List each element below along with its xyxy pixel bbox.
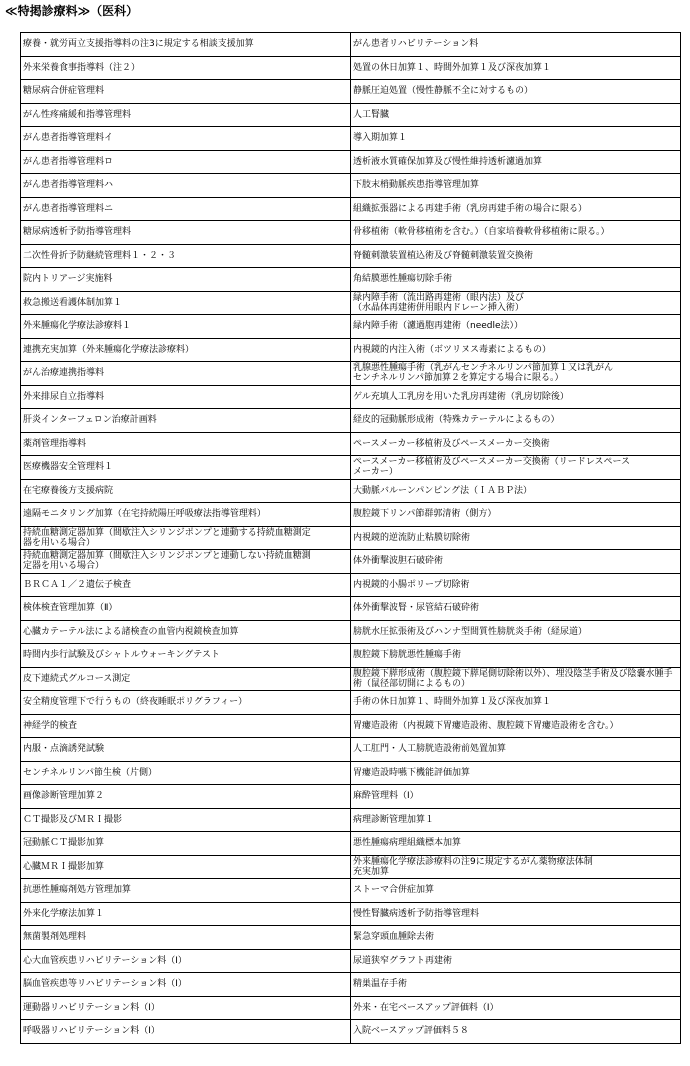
table-cell-left — [21, 526, 351, 550]
table-cell-right — [351, 315, 681, 339]
cell-text: 外来排尿自立指導料 — [23, 391, 105, 402]
cell-text: 在宅療養後方支援病院 — [23, 485, 114, 496]
cell-text: 療養・就労両立支援指導料の注3に規定する相談支援加算 — [23, 39, 254, 50]
cell-text: 腹腔鏡下リンパ節群郭清術（側方） — [353, 509, 497, 520]
cell-text: 時間内歩行試験及びシャトルウォーキングテスト — [23, 650, 220, 661]
cell-text: 悪性腫瘍病理組織標本加算 — [353, 838, 462, 849]
cell-text: 外来化学療法加算１ — [23, 908, 105, 919]
cell-text: 運動器リハビリテーション料（Ⅰ） — [23, 1002, 160, 1013]
page-title: ≪特掲診療料≫（医科） — [5, 4, 139, 18]
cell-text: 内服・点滴誘発試験 — [23, 744, 105, 755]
cell-text: 薬剤管理指導料 — [23, 438, 87, 449]
table-body — [21, 33, 681, 1044]
table-cell-left — [21, 338, 351, 362]
table-cell-right — [351, 949, 681, 973]
table-row — [21, 949, 681, 973]
cell-text: 画像診断管理加算２ — [23, 791, 105, 802]
table-cell-right — [351, 761, 681, 785]
table-row — [21, 409, 681, 433]
table-cell-left — [21, 432, 351, 456]
table-row — [21, 855, 681, 879]
table-cell-right — [351, 808, 681, 832]
table-cell-right — [351, 150, 681, 174]
table-cell-left — [21, 127, 351, 151]
cell-text: がん患者指導管理料ハ — [23, 180, 114, 191]
table-row — [21, 315, 681, 339]
table-row — [21, 456, 681, 480]
cell-text: 経皮的冠動脈形成術（特殊カテーテルによるもの） — [353, 415, 560, 426]
cell-text: 静脈圧迫処置（慢性静脈不全に対するもの） — [353, 86, 534, 97]
table-cell-right — [351, 56, 681, 80]
cell-text: ゲル充填人工乳房を用いた乳房再建術（乳房切除後） — [353, 391, 569, 402]
table-row — [21, 573, 681, 597]
table-cell-right — [351, 221, 681, 245]
cell-text: ストーマ合併症加算 — [353, 885, 435, 896]
cell-text: 組織拡張器による再建手術（乳房再建手術の場合に限る） — [353, 203, 588, 214]
table-cell-left — [21, 879, 351, 903]
cell-text: 院内トリアージ実施料 — [23, 274, 113, 285]
cell-text: 体外衝撃波胆石破砕術 — [353, 556, 444, 567]
table-cell-left — [21, 221, 351, 245]
table-row — [21, 1020, 681, 1044]
table-cell-right — [351, 80, 681, 104]
table-cell-left — [21, 902, 351, 926]
table-row — [21, 738, 681, 762]
table-cell-right — [351, 550, 681, 574]
table-cell-left — [21, 80, 351, 104]
table-cell-left — [21, 973, 351, 997]
cell-text: 連携充実加算（外来腫瘍化学療法診療料） — [23, 344, 195, 355]
cell-text: 膀胱水圧拡張術及びハンナ型間質性膀胱炎手術（経尿道） — [353, 626, 588, 637]
cell-text: 病理診断管理加算１ — [353, 814, 435, 825]
table-cell-left — [21, 385, 351, 409]
cell-text: 心大血管疾患リハビリテーション料（Ⅰ） — [23, 955, 187, 966]
cell-text: 緑内障手術（濾過胞再建術（needle法）） — [353, 321, 524, 332]
cell-text: 尿道狭窄グラフト再建術 — [353, 955, 453, 966]
table-cell-left — [21, 832, 351, 856]
cell-text: 持続血糖測定器加算（間歇注入シリンジポンプと連動しない持続血糖測 定器を用いる場合） — [23, 551, 311, 572]
table-cell-left — [21, 714, 351, 738]
cell-text: 精巣温存手術 — [353, 979, 408, 990]
table-cell-left — [21, 268, 351, 292]
table-row — [21, 973, 681, 997]
table-cell-right — [351, 996, 681, 1020]
table-row — [21, 691, 681, 715]
table-cell-right — [351, 127, 681, 151]
table-row — [21, 56, 681, 80]
cell-text: 持続血糖測定器加算（間歇注入シリンジポンプと連動する持続血糖測定 器を用いる場合） — [23, 527, 311, 548]
cell-text: 下肢末梢動脈疾患指導管理加算 — [353, 180, 480, 191]
table-cell-left — [21, 949, 351, 973]
table-cell-left — [21, 785, 351, 809]
cell-text: がん性疼痛緩和指導管理料 — [23, 109, 132, 120]
cell-text: 抗悪性腫瘍剤処方管理加算 — [23, 885, 132, 896]
cell-text: 冠動脈ＣＴ撮影加算 — [23, 838, 105, 849]
table-row — [21, 338, 681, 362]
table-row — [21, 33, 681, 57]
cell-text: がん患者指導管理料ロ — [23, 156, 114, 167]
table-cell-left — [21, 244, 351, 268]
table-row — [21, 808, 681, 832]
table-row — [21, 996, 681, 1020]
cell-text: 救急搬送看護体制加算１ — [23, 297, 123, 308]
cell-text: 医療機器安全管理料１ — [23, 462, 114, 473]
table-cell-left — [21, 56, 351, 80]
table-cell-right — [351, 926, 681, 950]
table-cell-right — [351, 855, 681, 879]
cell-text: 遠隔モニタリング加算（在宅持続陽圧呼吸療法指導管理料） — [23, 509, 266, 520]
table-cell-left — [21, 103, 351, 127]
table-row — [21, 174, 681, 198]
table-cell-right — [351, 385, 681, 409]
table-row — [21, 926, 681, 950]
cell-text: 呼吸器リハビリテーション料（Ⅰ） — [23, 1026, 160, 1037]
table-row — [21, 879, 681, 903]
table-cell-right — [351, 714, 681, 738]
cell-text: 入院ベースアップ評価料５８ — [353, 1026, 469, 1037]
cell-text: 内視鏡的内注入術（ボツリヌス毒素によるもの） — [353, 344, 552, 355]
cell-text: 緊急穿頭血腫除去術 — [353, 932, 435, 943]
table-cell-left — [21, 550, 351, 574]
table-cell-left — [21, 644, 351, 668]
table-row — [21, 197, 681, 221]
table-cell-left — [21, 456, 351, 480]
table-cell-right — [351, 738, 681, 762]
table-cell-right — [351, 644, 681, 668]
table-cell-left — [21, 174, 351, 198]
table-cell-left — [21, 667, 351, 691]
table-cell-right — [351, 973, 681, 997]
cell-text: 腹腔鏡下膵形成術（腹腔鏡下膵尾側切除術以外）、埋没陰茎手術及び陰嚢水腫手 術（鼠径部切開によるもの） — [353, 668, 673, 689]
table-cell-right — [351, 432, 681, 456]
cell-text: 神経学的検査 — [23, 720, 78, 731]
table-cell-right — [351, 291, 681, 315]
cell-text: 脳血管疾患等リハビリテーション料（Ⅰ） — [23, 979, 187, 990]
table-cell-right — [351, 597, 681, 621]
cell-text: 体外衝撃波腎・尿管結石破砕術 — [353, 603, 480, 614]
table-cell-right — [351, 526, 681, 550]
table-row — [21, 80, 681, 104]
cell-text: 角結膜悪性腫瘍切除手術 — [353, 274, 453, 285]
table-cell-left — [21, 926, 351, 950]
cell-text: 内視鏡的小腸ポリープ切除術 — [353, 579, 470, 590]
table-cell-right — [351, 103, 681, 127]
table-cell-right — [351, 573, 681, 597]
table-row — [21, 761, 681, 785]
cell-text: 腹腔鏡下膀胱悪性腫瘍手術 — [353, 650, 462, 661]
table-row — [21, 244, 681, 268]
cell-text: 外来腫瘍化学療法診療料の注9に規定するがん薬物療法体制 充実加算 — [353, 856, 593, 877]
table-row — [21, 268, 681, 292]
table-cell-left — [21, 479, 351, 503]
cell-text: 麻酔管理料（Ⅰ） — [353, 791, 419, 802]
table-row — [21, 503, 681, 527]
table-cell-left — [21, 620, 351, 644]
table-row — [21, 526, 681, 550]
cell-text: 二次性骨折予防継続管理料１・２・３ — [23, 250, 177, 261]
table-cell-left — [21, 409, 351, 433]
table-cell-left — [21, 1020, 351, 1044]
table-cell-left — [21, 362, 351, 386]
table-row — [21, 221, 681, 245]
table-row — [21, 479, 681, 503]
cell-text: 透析液水質確保加算及び慢性維持透析濾過加算 — [353, 156, 543, 167]
table-cell-right — [351, 1020, 681, 1044]
table-row — [21, 620, 681, 644]
table-row — [21, 103, 681, 127]
table-row — [21, 597, 681, 621]
cell-text: 肝炎インターフェロン治療計画料 — [23, 415, 157, 426]
table-row — [21, 291, 681, 315]
table-cell-right — [351, 33, 681, 57]
cell-text: がん患者リハビリテーション料 — [353, 39, 479, 50]
table-cell-left — [21, 996, 351, 1020]
table-row — [21, 150, 681, 174]
cell-text: がん患者指導管理料イ — [23, 133, 114, 144]
table-cell-right — [351, 832, 681, 856]
cell-text: 胃瘻造設術（内視鏡下胃瘻造設術、腹腔鏡下胃瘻造設術を含む。） — [353, 720, 619, 731]
cell-text: センチネルリンパ節生検（片側） — [23, 767, 158, 778]
table-cell-right — [351, 879, 681, 903]
cell-text: 大動脈バルーンパンピング法（ＩＡＢＰ法） — [353, 485, 533, 496]
table-cell-right — [351, 362, 681, 386]
table-row — [21, 667, 681, 691]
cell-text: 外来腫瘍化学療法診療料１ — [23, 321, 132, 332]
table-cell-right — [351, 409, 681, 433]
cell-text: 手術の休日加算１、時間外加算１及び深夜加算１ — [353, 697, 552, 708]
table-cell-right — [351, 456, 681, 480]
table-cell-left — [21, 738, 351, 762]
cell-text: 胃瘻造設時嚥下機能評価加算 — [353, 767, 471, 778]
table-cell-left — [21, 855, 351, 879]
table-row — [21, 550, 681, 574]
table-cell-right — [351, 197, 681, 221]
table-row — [21, 832, 681, 856]
cell-text: 安全精度管理下で行うもの（終夜睡眠ポリグラフィー） — [23, 697, 248, 708]
table-cell-right — [351, 244, 681, 268]
cell-text: 人工肛門・人工膀胱造設術前処置加算 — [353, 744, 507, 755]
cell-text: 脊髄刺激装置植込術及び脊髄刺激装置交換術 — [353, 250, 534, 261]
cell-text: 人工腎臓 — [353, 109, 390, 120]
cell-text: 皮下連続式グルコース測定 — [23, 673, 131, 684]
table-cell-right — [351, 785, 681, 809]
cell-text: ペースメーカー移植術及びペースメーカー交換術 — [353, 438, 550, 449]
table-cell-left — [21, 573, 351, 597]
table-cell-left — [21, 315, 351, 339]
table-row — [21, 785, 681, 809]
cell-text: 内視鏡的逆流防止粘膜切除術 — [353, 532, 471, 543]
cell-text: 処置の休日加算１、時間外加算１及び深夜加算１ — [353, 62, 552, 73]
table-cell-left — [21, 761, 351, 785]
table-cell-left — [21, 33, 351, 57]
cell-text: ＢＲＣＡ１／２遺伝子検査 — [23, 579, 132, 590]
table-cell-left — [21, 197, 351, 221]
facility-standards-table — [20, 32, 681, 1044]
cell-text: 慢性腎臓病透析予防指導管理料 — [353, 908, 480, 919]
cell-text: 外来栄養食事指導料（注２） — [23, 62, 141, 73]
table-cell-right — [351, 503, 681, 527]
cell-text: ペースメーカー移植術及びペースメーカー交換術（リードレスペース メーカー） — [353, 457, 631, 478]
table-cell-left — [21, 291, 351, 315]
cell-text: 乳腺悪性腫瘍手術（乳がんセンチネルリンパ節加算１又は乳がん センチネルリンパ節加算２を算定する場合に限る。） — [353, 363, 614, 384]
cell-text: 検体検査管理加算（Ⅱ） — [23, 603, 118, 614]
table-row — [21, 714, 681, 738]
table-cell-right — [351, 902, 681, 926]
table-row — [21, 432, 681, 456]
cell-text: 心臓カテーテル法による諸検査の血管内視鏡検査加算 — [23, 626, 239, 637]
table-cell-left — [21, 691, 351, 715]
table-cell-right — [351, 620, 681, 644]
table-cell-right — [351, 479, 681, 503]
cell-text: 外来・在宅ベースアップ評価料（Ⅰ） — [353, 1002, 499, 1013]
table-cell-left — [21, 150, 351, 174]
cell-text: 緑内障手術（流出路再建術（眼内法）及び （水晶体再建術併用眼内ドレーン挿入術） — [353, 292, 525, 313]
table-row — [21, 902, 681, 926]
table-cell-left — [21, 503, 351, 527]
table-cell-right — [351, 174, 681, 198]
cell-text: 糖尿病合併症管理料 — [23, 86, 105, 97]
cell-text: 骨移植術（軟骨移植術を含む。）（自家培養軟骨移植術に限る。） — [353, 227, 610, 238]
table-row — [21, 644, 681, 668]
table-row — [21, 385, 681, 409]
table-cell-right — [351, 338, 681, 362]
cell-text: 導入期加算１ — [353, 133, 408, 144]
cell-text: がん患者指導管理料ニ — [23, 203, 114, 214]
cell-text: 糖尿病透析予防指導管理料 — [23, 227, 132, 238]
table-row — [21, 127, 681, 151]
table-cell-left — [21, 597, 351, 621]
cell-text: がん治療連携指導料 — [23, 368, 105, 379]
table-cell-right — [351, 691, 681, 715]
table-cell-left — [21, 808, 351, 832]
table-cell-right — [351, 268, 681, 292]
cell-text: ＣＴ撮影及びＭＲＩ撮影 — [23, 814, 123, 825]
table-cell-right — [351, 667, 681, 691]
cell-text: 無菌製剤処理料 — [23, 932, 87, 943]
cell-text: 心臓ＭＲＩ撮影加算 — [23, 861, 105, 872]
table-row — [21, 362, 681, 386]
